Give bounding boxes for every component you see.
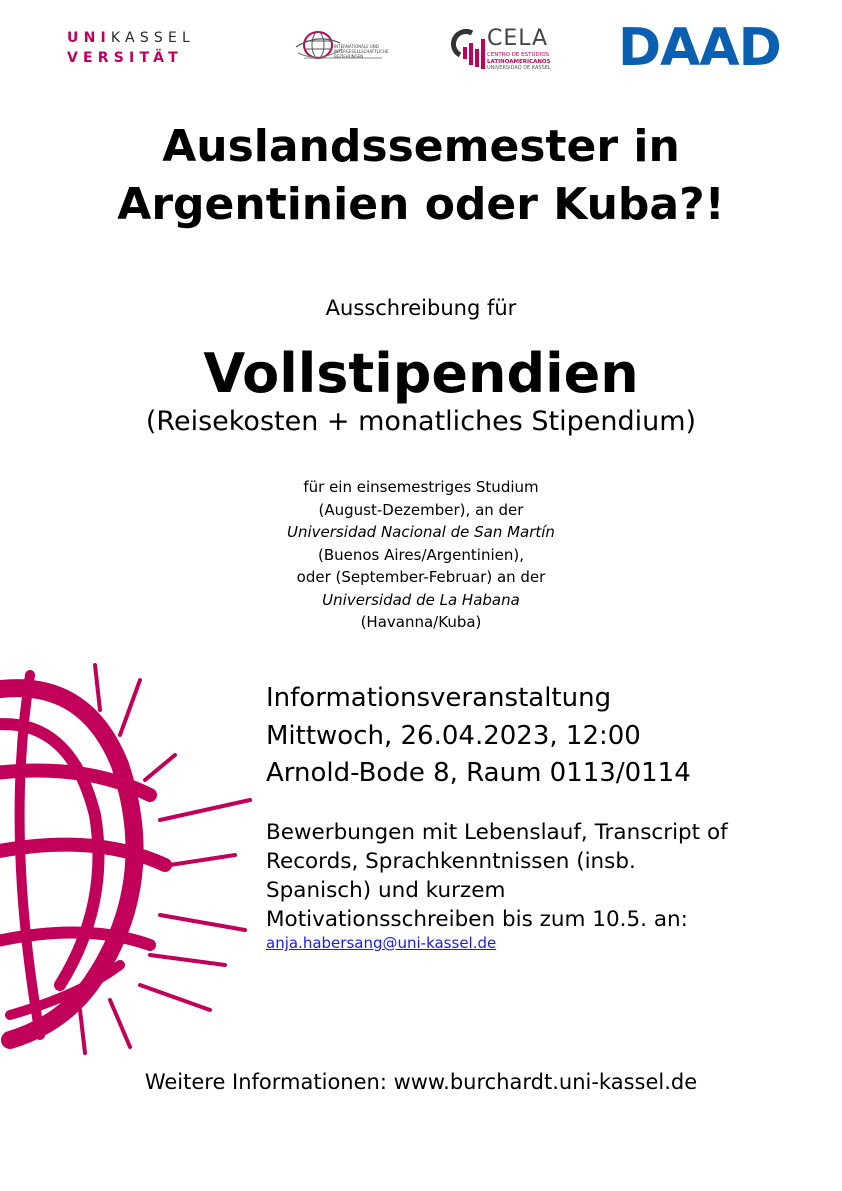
cela-logo: [450, 25, 562, 71]
iib-logo: [294, 27, 389, 72]
study-line: (August-Dezember), an der: [318, 500, 524, 519]
cela-bars-logo: [450, 25, 486, 71]
info-date: Mittwoch, 26.04.2023, 12:00: [266, 720, 641, 751]
cela-name: CELA: [487, 26, 549, 51]
headline-line2: Argentinien oder Kuba?!: [117, 179, 725, 230]
application-line: Spanisch) und kurzem: [266, 878, 506, 903]
stipend-title: Vollstipendien: [203, 342, 639, 405]
contact-email-link[interactable]: anja.habersang@uni-kassel.de: [266, 934, 497, 952]
headline: [0, 118, 842, 234]
application-line: Bewerbungen mit Lebenslauf, Transcript of: [266, 820, 728, 845]
cela-sub1: CENTRO DE ESTUDIOS: [487, 52, 550, 58]
university-san-martin: Universidad Nacional de San Martín: [287, 523, 555, 541]
study-line: (Buenos Aires/Argentinien),: [317, 545, 524, 564]
university-la-habana: Universidad de La Habana: [322, 590, 520, 609]
study-details: [0, 476, 842, 634]
application-info: [266, 818, 728, 934]
info-title: Informationsveranstaltung: [266, 683, 612, 713]
cela-sub2: LATINOAMERICANOS: [487, 58, 551, 65]
headline-line1: Auslandssemester in: [162, 121, 680, 172]
stipend-subtitle: (Reisekosten + monatliches Stipendium): [145, 406, 697, 437]
daad-logo: DAAD: [618, 18, 781, 78]
application-line: Motivationsschreiben bis zum 10.5. an:: [266, 907, 688, 932]
cela-sub3: UNIVERSIDAD DE KASSEL: [487, 65, 551, 71]
globe-icon: [0, 655, 260, 1055]
uni-kassel-logo: UNIKASSEL VERSITÄT: [67, 30, 196, 66]
footer-more-info: Weitere Informationen: www.burchardt.uni-kassel.de: [144, 1070, 698, 1094]
study-line: für ein einsemestriges Studium: [303, 478, 539, 496]
info-location: Arnold-Bode 8, Raum 0113/0114: [266, 758, 691, 788]
iib-logo-text: INTERNATIONALE UND INTERGESELLSCHAFTLICHE BEZIEHUNGEN: [334, 44, 389, 59]
application-line: Records, Sprachkenntnissen (insb.: [266, 849, 636, 874]
study-line: oder (September-Februar) an der: [296, 568, 546, 586]
intro-text: Ausschreibung für: [325, 296, 517, 320]
info-event: [266, 680, 691, 793]
study-line: (Havanna/Kuba): [360, 613, 482, 631]
